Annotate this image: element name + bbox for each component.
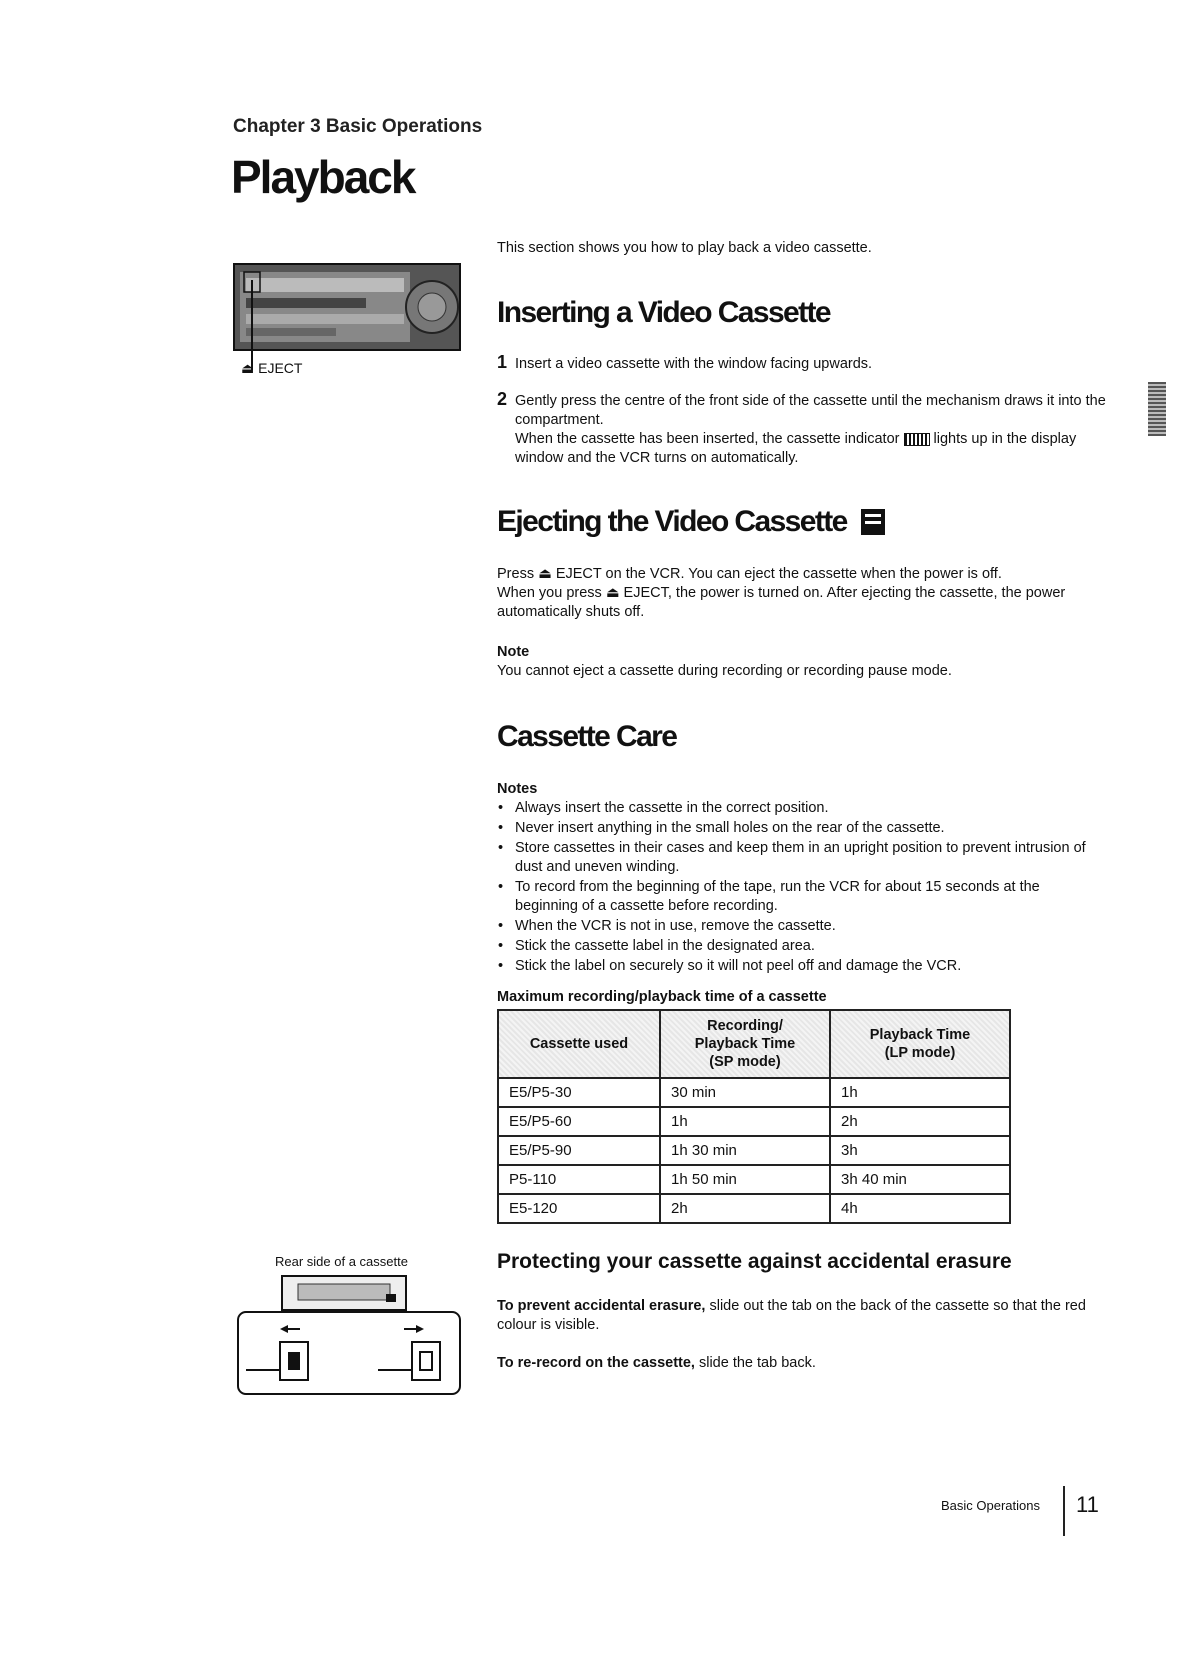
- table-cell: 1h 30 min: [660, 1136, 830, 1165]
- list-item: • Always insert the cassette in the correct position.: [497, 799, 1097, 818]
- eject-p1b: EJECT on the VCR. You can eject the cassette when the power is off.: [555, 566, 1002, 582]
- recording-time-table: [497, 1009, 1011, 1224]
- ejecting-heading: Ejecting the Video Cassette: [497, 505, 847, 538]
- table-cell: 3h 40 min: [830, 1165, 1010, 1194]
- header-sp-line1: Recording/: [707, 1018, 783, 1034]
- header-lp-line2: (LP mode): [884, 1045, 956, 1061]
- table-row: [498, 1107, 1010, 1136]
- insert-step-1: [497, 352, 1107, 374]
- care-notes-list: [497, 799, 1097, 977]
- eject-p2a: When you press: [497, 585, 602, 601]
- table-cell: 4h: [830, 1194, 1010, 1223]
- eject-p2b: EJECT, the power is turned on. After ejecting the cassette, the power automatically shuts off.: [497, 585, 1066, 620]
- step-number: 1: [497, 352, 508, 372]
- table-cell: P5-110: [498, 1165, 660, 1194]
- table-cell: 30 min: [660, 1078, 830, 1107]
- list-item: • Never insert anything in the small holes on the rear of the cassette.: [497, 819, 1097, 838]
- header-cassette-used: Cassette used: [498, 1010, 660, 1078]
- page-number: 11: [1076, 1492, 1099, 1517]
- protect-p1-rest: slide out the tab on the back of the cassette so that the red colour is visible.: [497, 1298, 1086, 1333]
- intro-text: This section shows you how to play back a video cassette.: [497, 240, 872, 256]
- step-text: Insert a video cassette with the window facing upwards.: [515, 356, 873, 372]
- protect-paragraph-1: [497, 1297, 1097, 1335]
- care-notes-label: Notes: [497, 781, 538, 797]
- eject-icon: ⏏: [241, 360, 255, 376]
- table-cell: E5/P5-60: [498, 1107, 660, 1136]
- protect-heading: Protecting your cassette against accidental erasure: [497, 1250, 1012, 1273]
- table-cell: E5/P5-90: [498, 1136, 660, 1165]
- footer-section-label: Basic Operations: [941, 1498, 1040, 1513]
- table-cell: 2h: [830, 1107, 1010, 1136]
- table-header-row: [498, 1010, 1010, 1078]
- list-item: • When the VCR is not in use, remove the cassette.: [497, 917, 1097, 936]
- step-2-text-b1: When the cassette has been inserted, the cassette indicator: [515, 431, 900, 447]
- table-row: [498, 1165, 1010, 1194]
- chapter-side-tab: [1148, 382, 1166, 436]
- table-caption: Maximum recording/playback time of a cassette: [497, 989, 827, 1005]
- footer-divider: [1063, 1486, 1065, 1536]
- step-2-text: Gently press the centre of the front side of the cassette until the mechanism draws it into the compartment.: [515, 393, 1106, 428]
- eject-paragraph: [497, 565, 1097, 622]
- list-item: • Stick the cassette label in the designated area.: [497, 937, 1097, 956]
- eject-note-text: You cannot eject a cassette during recording or recording pause mode.: [497, 663, 952, 679]
- table-cell: 1h: [830, 1078, 1010, 1107]
- rear-cassette-illustration: [236, 1272, 464, 1396]
- vcr-front-illustration: [232, 262, 464, 372]
- table-cell: E5/P5-30: [498, 1078, 660, 1107]
- ejecting-heading-row: [497, 505, 885, 539]
- chapter-label: Chapter 3 Basic Operations: [233, 116, 483, 137]
- table-cell: 3h: [830, 1136, 1010, 1165]
- care-heading: Cassette Care: [497, 720, 677, 753]
- protect-p2-rest: slide the tab back.: [698, 1355, 816, 1371]
- header-lp-mode: [830, 1010, 1010, 1078]
- protect-p1-bold: To prevent accidental erasure,: [497, 1298, 706, 1314]
- table-cell: E5-120: [498, 1194, 660, 1223]
- step-text: [515, 392, 1107, 468]
- table-row: [498, 1194, 1010, 1223]
- header-lp-line1: Playback Time: [869, 1027, 971, 1043]
- table-cell: 1h: [660, 1107, 830, 1136]
- list-item: • Stick the label on securely so it will not peel off and damage the VCR.: [497, 957, 1097, 976]
- table-cell: 1h 50 min: [660, 1165, 830, 1194]
- header-sp-line2: Playback Time: [694, 1036, 796, 1052]
- step-2-text-b2: lights up in the display window and the VCR turns on automatically.: [515, 431, 1077, 466]
- table-row: [498, 1078, 1010, 1107]
- header-sp-mode: [660, 1010, 830, 1078]
- rear-cassette-caption: Rear side of a cassette: [275, 1254, 408, 1269]
- header-sp-line3: (SP mode): [709, 1054, 781, 1070]
- list-item: • Store cassettes in their cases and keep them in an upright position to prevent intrusion of dust and uneven winding.: [497, 839, 1097, 877]
- eject-p1a: Press: [497, 566, 535, 582]
- eject-caption: [241, 360, 302, 377]
- table-row: [498, 1136, 1010, 1165]
- list-item: • To record from the beginning of the tape, run the VCR for about 15 seconds at the beginning of a cassette before recording.: [497, 878, 1097, 916]
- cassette-indicator-icon: [904, 433, 930, 446]
- eject-note-label: Note: [497, 644, 530, 660]
- protect-p2-bold: To re-record on the cassette,: [497, 1355, 695, 1371]
- protect-paragraph-2: [497, 1354, 1097, 1373]
- eject-button-icon: [861, 509, 885, 535]
- eject-caption-text: EJECT: [258, 360, 303, 376]
- table-cell: 2h: [660, 1194, 830, 1223]
- insert-step-2: [497, 389, 1107, 468]
- step-number: 2: [497, 389, 508, 409]
- page-title: Playback: [231, 151, 415, 203]
- inserting-heading: Inserting a Video Cassette: [497, 296, 830, 329]
- eject-icon: ⏏: [605, 585, 620, 601]
- eject-icon: ⏏: [538, 566, 552, 582]
